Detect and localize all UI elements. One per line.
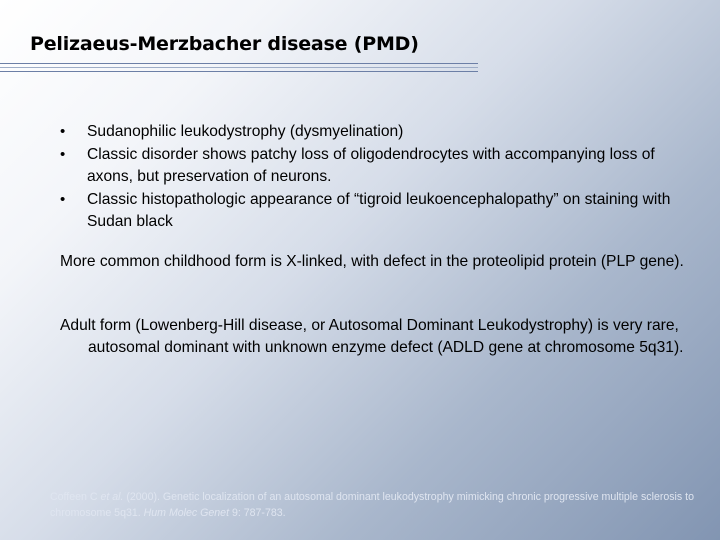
bullet-list (60, 121, 700, 234)
rule-line (0, 71, 478, 72)
bullet-item (60, 144, 700, 189)
citation (50, 489, 700, 521)
bullet-icon: • (60, 190, 66, 208)
paragraph-childhood-form: More common childhood form is X-linked, with defect in the proteolipid protein (PLP gene). (60, 253, 684, 270)
bullet-text: Classic disorder shows patchy loss of oligodendrocytes with accompanying loss of axons, but preservation of neurons. (87, 145, 655, 185)
bullet-icon: • (60, 145, 66, 163)
slide-title: Pelizaeus-Merzbacher disease (PMD) (30, 33, 419, 55)
bullet-icon: • (60, 123, 66, 140)
bullet-text: Sudanophilic leukodystrophy (dysmyelination) (87, 123, 404, 140)
citation-title: (2000). Genetic localization of an autosomal dominant leukodystrophy mimicking chronic progressive multiple sclerosis to chromosome 5q31. (50, 491, 694, 519)
bullet-item (60, 189, 700, 234)
title-underline-rules (0, 63, 478, 75)
bullet-item (60, 121, 700, 144)
citation-authors: Coffeen C (50, 491, 101, 503)
rule-line (0, 63, 478, 64)
citation-et-al: et al. (100, 491, 124, 503)
citation-journal: Hum Molec Genet (143, 507, 230, 519)
rule-line (0, 67, 478, 68)
bullet-text: Classic histopathologic appearance of “tigroid leukoencephalopathy” on staining with Sudan black (87, 190, 671, 230)
paragraph-adult-form: Adult form (Lowenberg-Hill disease, or Autosomal Dominant Leukodystrophy) is very rare, autosomal dominant with unknown enzyme defect (ADLD gene at chromosome 5q31). (60, 317, 684, 356)
citation-pages: 9: 787-783. (229, 507, 286, 519)
